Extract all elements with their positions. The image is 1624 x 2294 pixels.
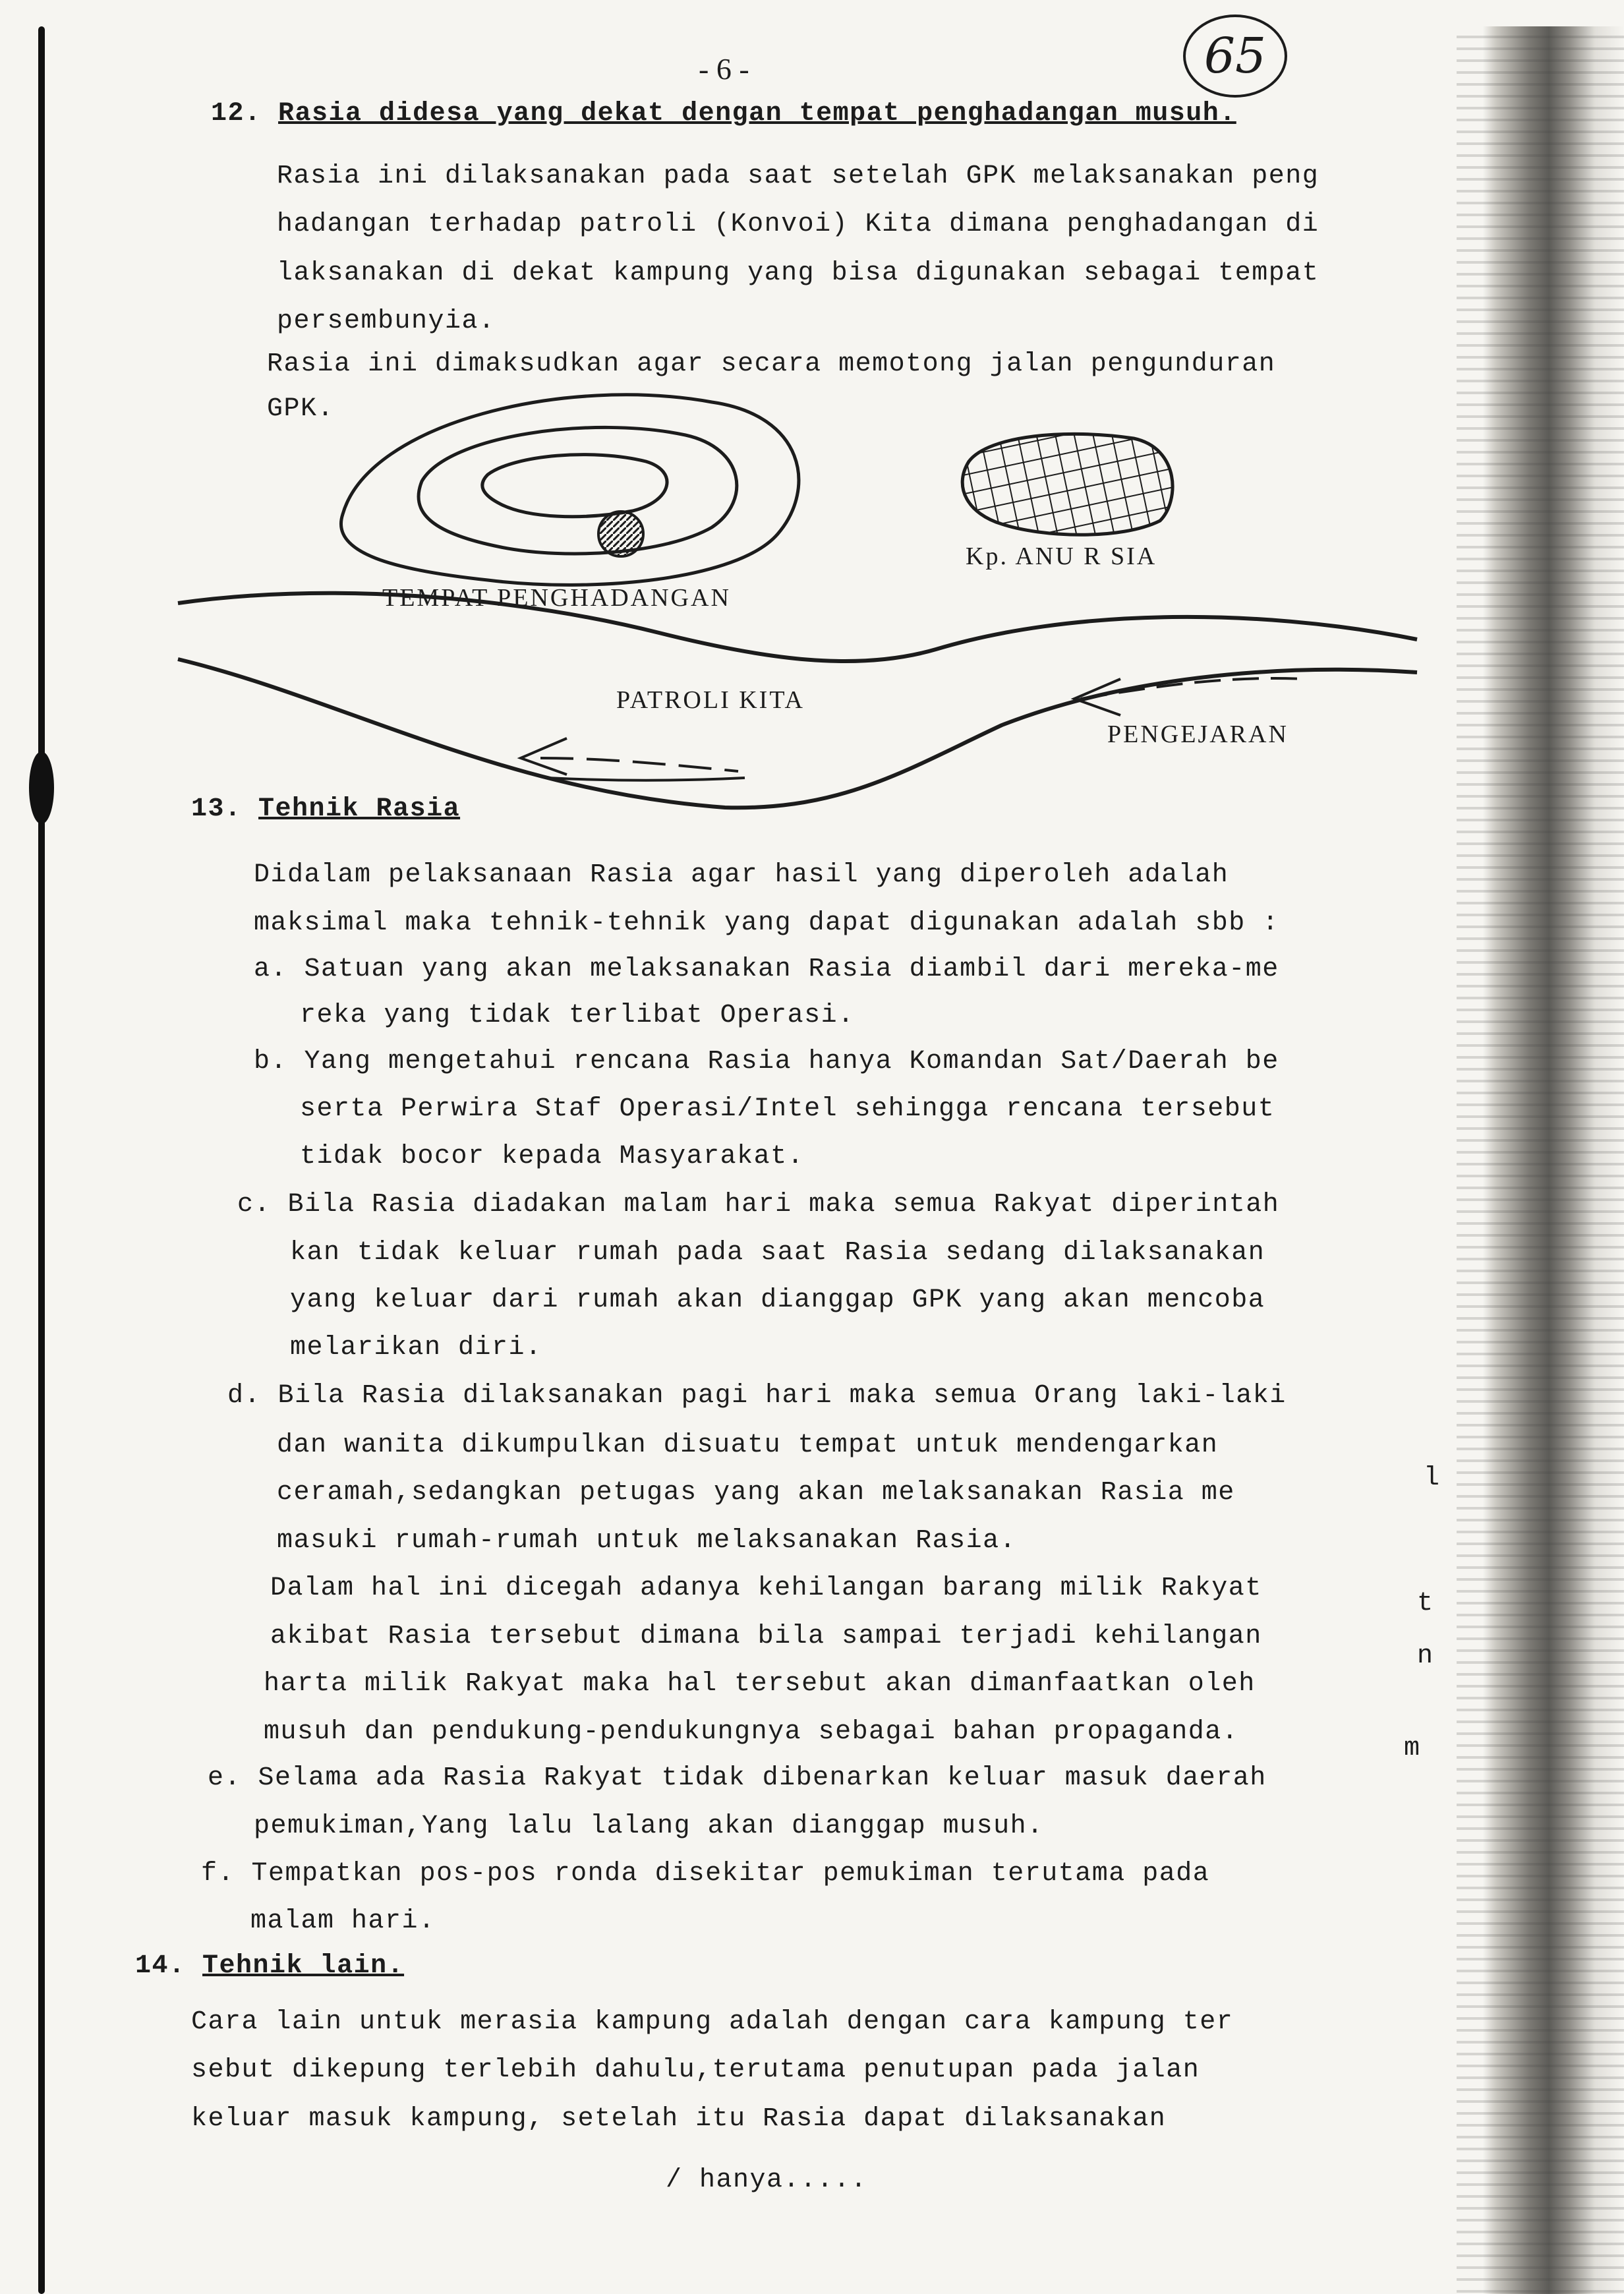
list-item-f	[201, 1859, 1209, 1889]
section-12-number: 12.	[211, 99, 262, 129]
list-item-text: kan tidak keluar rumah pada saat Rasia sedang dilaksanakan	[290, 1238, 1265, 1268]
list-item-text: tidak bocor kepada Masyarakat.	[300, 1142, 805, 1171]
list-item-text: akibat Rasia tersebut dimana bila sampai terjadi kehilangan	[270, 1622, 1262, 1651]
list-item-text: malam hari.	[250, 1906, 436, 1936]
section-14-line: sebut dikepung terlebih dahulu,terutama penutupan pada jalan	[191, 2055, 1200, 2085]
folio-number: 65	[1183, 15, 1287, 98]
section-13-number: 13.	[191, 794, 242, 824]
section-13-heading	[191, 794, 460, 824]
list-item-text: Satuan yang akan melaksanakan Rasia diambil dari mereka-me	[304, 955, 1279, 984]
list-item-text: masuki rumah-rumah untuk melaksanakan Rasia.	[277, 1526, 1017, 1556]
patrol-arrow-icon	[521, 738, 567, 775]
section-13-title: Tehnik Rasia	[258, 794, 461, 824]
list-marker: c.	[237, 1190, 272, 1220]
list-item-text: musuh dan pendukung-pendukungnya sebagai bahan propaganda.	[264, 1717, 1239, 1747]
hill-contour-middle	[419, 427, 737, 554]
list-item-text: melarikan diri.	[290, 1333, 542, 1363]
list-item-text: harta milik Rakyat maka hal tersebut akan dimanfaatkan oleh	[264, 1669, 1256, 1699]
village-hatched-area	[962, 434, 1173, 535]
margin-mark: m	[1404, 1734, 1420, 1763]
list-item-text: Dalam hal ini dicegah adanya kehilangan barang milik Rakyat	[270, 1573, 1262, 1603]
section-13-intro-line: Didalam pelaksanaan Rasia agar hasil yang diperoleh adalah	[254, 860, 1229, 890]
road-upper-edge	[178, 593, 1417, 661]
page-number: - 6 -	[699, 52, 749, 86]
list-item-d	[227, 1381, 1287, 1411]
list-item-text: Bila Rasia dilaksanakan pagi hari maka semua Orang laki-laki	[277, 1381, 1287, 1411]
list-item-text: dan wanita dikumpulkan disuatu tempat untuk mendengarkan	[277, 1430, 1219, 1460]
hill-contour-inner	[482, 455, 667, 517]
list-item-text: ceramah,sedangkan petugas yang akan melaksanakan Rasia me	[277, 1478, 1235, 1508]
section-12-line: GPK.	[267, 394, 335, 424]
list-item-a	[254, 955, 1279, 984]
section-13-intro-line: maksimal maka tehnik-tehnik yang dapat digunakan adalah sbb :	[254, 908, 1279, 938]
hill-contour-outer	[341, 395, 798, 585]
list-marker: e.	[208, 1763, 242, 1793]
margin-mark: t	[1417, 1589, 1434, 1618]
continuation-note: / hanya.....	[666, 2165, 868, 2195]
section-14-line: keluar masuk kampung, setelah itu Rasia dapat dilaksanakan	[191, 2104, 1167, 2134]
list-marker: a.	[254, 955, 288, 984]
pursuit-label: PENGEJARAN	[1107, 721, 1289, 748]
margin-mark: l	[1424, 1463, 1440, 1493]
list-marker: d.	[227, 1381, 262, 1411]
patrol-path-lower	[547, 778, 745, 780]
village-label: Kp. ANU R SIA	[966, 543, 1157, 570]
section-14-line: Cara lain untuk merasia kampung adalah dengan cara kampung ter	[191, 2007, 1234, 2037]
margin-mark: n	[1417, 1641, 1434, 1671]
ambush-position-marker	[598, 512, 643, 556]
list-item-text: yang keluar dari rumah akan dianggap GPK yang akan mencoba	[290, 1285, 1265, 1315]
list-item-text: Yang mengetahui rencana Rasia hanya Komandan Sat/Daerah be	[304, 1047, 1279, 1076]
section-12-line: hadangan terhadap patroli (Konvoi) Kita dimana penghadangan di	[277, 210, 1320, 239]
list-marker: f.	[201, 1859, 235, 1889]
patrol-path	[540, 758, 738, 771]
section-12-title: Rasia didesa yang dekat dengan tempat penghadangan musuh.	[278, 99, 1236, 129]
list-item-text: Tempatkan pos-pos ronda disekitar pemukiman terutama pada	[251, 1859, 1210, 1889]
section-14-heading	[135, 1951, 404, 1981]
section-12-line: persembunyia.	[277, 307, 496, 336]
ambush-site-label: TEMPAT PENGHADANGAN	[382, 584, 731, 612]
list-item-text: serta Perwira Staf Operasi/Intel sehingga rencana tersebut	[300, 1094, 1275, 1124]
list-item-e	[208, 1763, 1267, 1793]
list-item-b	[254, 1047, 1279, 1076]
section-14-number: 14.	[135, 1951, 186, 1981]
section-14-title: Tehnik lain.	[202, 1951, 405, 1981]
section-12-line: Rasia ini dimaksudkan agar secara memotong jalan pengunduran	[267, 349, 1276, 379]
section-12-line: laksanakan di dekat kampung yang bisa digunakan sebagai tempat	[277, 258, 1320, 288]
patrol-label: PATROLI KITA	[616, 686, 805, 714]
list-item-c	[237, 1190, 1279, 1220]
list-item-text: reka yang tidak terlibat Operasi.	[300, 1001, 855, 1030]
list-item-text: Bila Rasia diadakan malam hari maka semua Rakyat diperintah	[287, 1190, 1280, 1220]
list-marker: b.	[254, 1047, 288, 1076]
section-12-line: Rasia ini dilaksanakan pada saat setelah GPK melaksanakan peng	[277, 162, 1320, 191]
list-item-text: pemukiman,Yang lalu lalang akan dianggap musuh.	[254, 1811, 1044, 1841]
list-item-text: Selama ada Rasia Rakyat tidak dibenarkan keluar masuk daerah	[258, 1763, 1267, 1793]
